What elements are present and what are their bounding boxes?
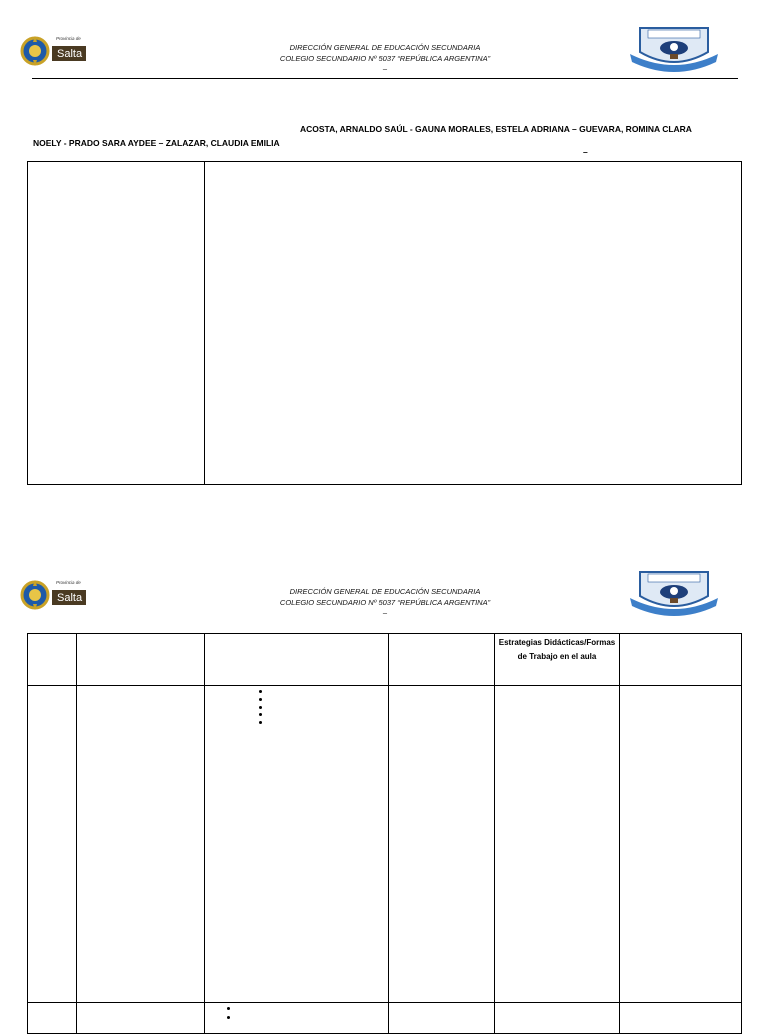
table-header-cell (205, 634, 389, 686)
page1-table (27, 161, 742, 485)
page2-table (27, 633, 742, 1034)
authors-line-1: ACOSTA, ARNALDO SAÚL - GAUNA MORALES, ESTELA ADRIANA – GUEVARA, ROMINA CLARA (300, 124, 692, 134)
authors-dash: – (583, 147, 588, 157)
bullet-dot (259, 706, 262, 709)
logo-small-text: Provincia de (56, 36, 81, 41)
strategies-header-cell (495, 634, 620, 686)
page1-table-left-cell (28, 162, 205, 485)
bullet-dot (227, 1007, 230, 1010)
table-row (28, 686, 742, 1003)
school-crest-logo (626, 568, 722, 618)
table-row (28, 1003, 742, 1034)
bullet-dot (259, 690, 262, 693)
bullet-dot (259, 713, 262, 716)
bullet-dot (227, 1016, 230, 1019)
table-header-cell (28, 634, 77, 686)
header-dash: – (382, 64, 388, 73)
table-header-cell (77, 634, 205, 686)
logo-small-text: Provincia de (56, 580, 81, 585)
table-header-row (28, 634, 742, 686)
header-line-2: COLEGIO SECUNDARIO Nº 5037 “REPÚBLICA ARGENTINA” (279, 54, 491, 63)
authors-line-2: NOELY - PRADO SARA AYDEE – ZALAZAR, CLAUDIA EMILIA (33, 138, 280, 148)
logo-text: Salta (57, 592, 83, 604)
header-line-2: COLEGIO SECUNDARIO Nº 5037 “REPÚBLICA ARGENTINA” (279, 598, 491, 607)
header-line-1: DIRECCIÓN GENERAL DE EDUCACIÓN SECUNDARIA (289, 43, 481, 52)
logo-text: Salta (57, 48, 83, 60)
header-line-1: DIRECCIÓN GENERAL DE EDUCACIÓN SECUNDARIA (289, 587, 481, 596)
school-crest-logo (626, 24, 722, 74)
strategies-header: Estrategias Didácticas/Formas de Trabajo en el aula (498, 638, 616, 661)
header-dash: – (382, 608, 388, 617)
bullet-dot (259, 721, 262, 724)
table-header-cell (389, 634, 495, 686)
header-rule (32, 78, 738, 79)
table-header-cell (620, 634, 742, 686)
page1-table-right-cell (205, 162, 742, 485)
bullet-dot (259, 698, 262, 701)
